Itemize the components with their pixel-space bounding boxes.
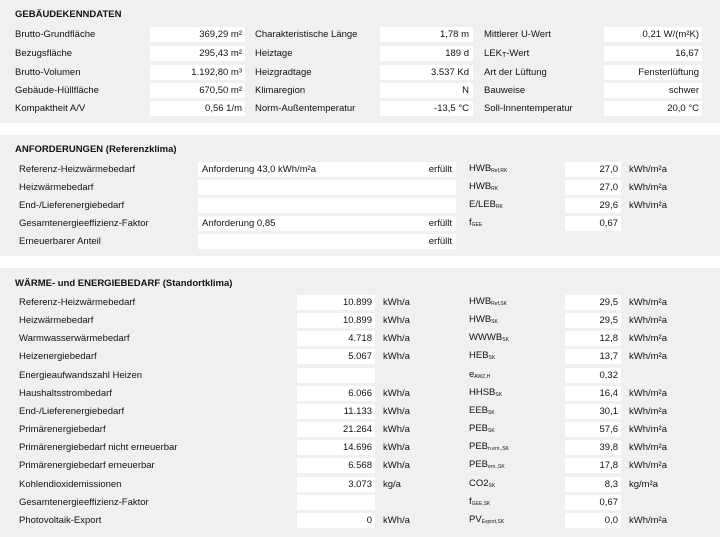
geb-c3-label: Bauweise bbox=[484, 85, 526, 96]
anf-unit: kWh/m²a bbox=[629, 182, 667, 193]
waerme-symbol-main: CO2 bbox=[469, 478, 489, 489]
waerme-specific-unit: kWh/m²a bbox=[629, 442, 667, 453]
lek-label-rest: -Wert bbox=[506, 48, 530, 59]
geb-c2-value: 1,78 m bbox=[439, 29, 469, 40]
waerme-symbol-sub: SK bbox=[502, 337, 509, 343]
waerme-unit: kWh/a bbox=[383, 424, 410, 435]
waerme-unit: kWh/a bbox=[383, 388, 410, 399]
anf-value: 0,67 bbox=[599, 218, 618, 229]
waerme-symbol-sub: Ref,SK bbox=[491, 301, 508, 307]
anf-symbol-sub: RK bbox=[491, 186, 499, 192]
waerme-symbol-main: PEB bbox=[469, 423, 489, 434]
waerme-row-label: Kohlendioxidemissionen bbox=[19, 479, 122, 490]
waerme-symbol-sub: SK bbox=[488, 483, 496, 489]
waerme-specific-value: 0,0 bbox=[604, 515, 618, 526]
waerme-row-label: Referenz-Heizwärmebedarf bbox=[19, 297, 136, 308]
geb-c1-label: Brutto-Grundfläche bbox=[15, 29, 96, 40]
anf-symbol-sub: Ref,RK bbox=[491, 168, 508, 174]
anf-row-label: Erneuerbarer Anteil bbox=[19, 236, 101, 247]
waerme-symbol-main: HWB bbox=[469, 314, 492, 325]
geb-c1-value: 0,56 1/m bbox=[205, 103, 242, 114]
waerme-specific-value: 16,4 bbox=[599, 388, 618, 399]
anf-status: erfüllt bbox=[428, 164, 452, 175]
waerme-specific-value: 12,8 bbox=[599, 333, 618, 344]
geb-c3-value: 16,67 bbox=[675, 48, 699, 59]
waerme-unit: kg/a bbox=[383, 479, 401, 490]
waerme-row-label: Primärenergiebedarf bbox=[19, 424, 106, 435]
waerme-specific-value: 0,32 bbox=[599, 370, 618, 381]
waerme-specific-unit: kWh/m²a bbox=[629, 406, 667, 417]
waerme-value-box bbox=[297, 368, 375, 383]
waerme-specific-unit: kWh/m²a bbox=[629, 388, 667, 399]
waerme-specific-value: 57,6 bbox=[599, 424, 618, 435]
waerme-value: 10.899 bbox=[342, 315, 372, 326]
waerme-row-label: Haushaltsstrombedarf bbox=[19, 388, 112, 399]
anf-symbol bbox=[469, 181, 498, 195]
anf-symbol-main: HWB bbox=[469, 163, 492, 174]
waerme-row-label: End-/Lieferenergiebedarf bbox=[19, 406, 125, 417]
waerme-symbol-sub: ern.,SK bbox=[488, 464, 505, 470]
waerme-symbol bbox=[469, 296, 507, 310]
geb-c1-label: Gebäude-Hüllfläche bbox=[15, 85, 99, 96]
waerme-specific-value: 17,8 bbox=[599, 460, 618, 471]
waerme-symbol-sub: GEE,SK bbox=[471, 501, 491, 507]
waerme-symbol-sub: SK bbox=[488, 355, 496, 361]
waerme-value: 5.067 bbox=[348, 351, 372, 362]
waerme-symbol-sub: Export,SK bbox=[481, 519, 505, 525]
anf-row-label: Referenz-Heizwärmebedarf bbox=[19, 164, 136, 175]
geb-c1-label: Kompaktheit A/V bbox=[15, 103, 86, 114]
waerme-specific-value: 8,3 bbox=[604, 479, 618, 490]
waerme-symbol bbox=[469, 405, 495, 419]
waerme-symbol bbox=[469, 514, 504, 528]
geb-c1-value: 369,29 m² bbox=[199, 29, 242, 40]
waerme-specific-unit: kWh/m²a bbox=[629, 515, 667, 526]
waerme-row-label: Heizwärmebedarf bbox=[19, 315, 94, 326]
waerme-row-label: Primärenergiebedarf erneuerbar bbox=[19, 460, 155, 471]
anf-requirement: Anforderung 43,0 kWh/m²a bbox=[202, 164, 317, 175]
geb-c2-value: -13,5 °C bbox=[434, 103, 469, 114]
waerme-row-label: Gesamtenergieeffizienz-Faktor bbox=[19, 497, 149, 508]
waerme-symbol-main: HWB bbox=[469, 296, 492, 307]
geb-c1-value: 1.192,80 m³ bbox=[191, 67, 242, 78]
waerme-value: 10.899 bbox=[342, 297, 372, 308]
waerme-row-label: Heizenergiebedarf bbox=[19, 351, 97, 362]
anf-requirement-box bbox=[198, 198, 456, 213]
anf-symbol-main: E/LEB bbox=[469, 199, 496, 210]
waerme-symbol-sub: AWZ,H bbox=[474, 374, 491, 380]
anf-row-label: Heizwärmebedarf bbox=[19, 182, 94, 193]
geb-c2-value: N bbox=[462, 85, 469, 96]
waerme-symbol bbox=[469, 387, 502, 401]
waerme-symbol bbox=[469, 369, 490, 383]
waerme-specific-value: 29,5 bbox=[599, 315, 618, 326]
waerme-symbol-main: EEB bbox=[469, 405, 489, 416]
waerme-symbol bbox=[469, 423, 495, 437]
waerme-row-label: Primärenergiebedarf nicht erneuerbar bbox=[19, 442, 178, 453]
waerme-specific-value: 0,67 bbox=[599, 497, 618, 508]
waerme-row-label: Energieaufwandszahl Heizen bbox=[19, 370, 143, 381]
geb-c1-label: Brutto-Volumen bbox=[15, 67, 81, 78]
gebaeudekenndaten-title: GEBÄUDEKENNDATEN bbox=[15, 9, 122, 20]
geb-c2-value: 3.537 Kd bbox=[430, 67, 469, 78]
anf-value: 27,0 bbox=[599, 182, 618, 193]
waerme-symbol bbox=[469, 441, 509, 455]
geb-c3-value: 20,0 °C bbox=[667, 103, 699, 114]
waerme-symbol-sub: SK bbox=[488, 428, 495, 434]
waerme-value: 21.264 bbox=[342, 424, 372, 435]
geb-c2-label: Heizgradtage bbox=[255, 67, 312, 78]
waerme-value: 14.696 bbox=[342, 442, 372, 453]
anf-row-label: Gesamtenergieeffizienz-Faktor bbox=[19, 218, 149, 229]
waerme-specific-value: 30,1 bbox=[599, 406, 618, 417]
anf-unit: kWh/m²a bbox=[629, 200, 667, 211]
waerme-value: 11.133 bbox=[343, 406, 372, 417]
waerme-energie-title: WÄRME- und ENERGIEBEDARF (Standortklima) bbox=[15, 278, 233, 289]
waerme-unit: kWh/a bbox=[383, 315, 410, 326]
anf-symbol bbox=[469, 163, 507, 177]
geb-c1-label: Bezugsfläche bbox=[15, 48, 73, 59]
waerme-unit: kWh/a bbox=[383, 333, 410, 344]
anf-row-label: End-/Lieferenergiebedarf bbox=[19, 200, 125, 211]
waerme-specific-unit: kWh/m²a bbox=[629, 315, 667, 326]
waerme-symbol-main: e bbox=[469, 369, 475, 380]
waerme-symbol-main: f bbox=[469, 496, 472, 507]
waerme-specific-unit: kWh/m²a bbox=[629, 333, 667, 344]
waerme-value: 3.073 bbox=[348, 479, 372, 490]
waerme-symbol bbox=[469, 478, 495, 492]
waerme-specific-unit: kWh/m²a bbox=[629, 297, 667, 308]
waerme-symbol-main: PEB bbox=[469, 441, 489, 452]
waerme-unit: kWh/a bbox=[383, 406, 410, 417]
geb-c3-label: Soll-Innentemperatur bbox=[484, 103, 573, 114]
geb-c2-label: Heiztage bbox=[255, 48, 293, 59]
geb-c2-label: Klimaregion bbox=[255, 85, 306, 96]
waerme-unit: kWh/a bbox=[383, 460, 410, 471]
anf-symbol bbox=[469, 217, 482, 231]
geb-c2-label: Norm-Außentemperatur bbox=[255, 103, 356, 114]
waerme-symbol bbox=[469, 314, 498, 328]
waerme-value: 0 bbox=[366, 515, 372, 526]
waerme-symbol-main: HHSB bbox=[469, 387, 496, 398]
waerme-symbol bbox=[469, 496, 490, 510]
waerme-symbol-sub: SK bbox=[495, 392, 503, 398]
waerme-symbol-main: PV bbox=[469, 514, 482, 525]
anf-symbol-sub: RK bbox=[495, 204, 503, 210]
anf-requirement: Anforderung 0,85 bbox=[202, 218, 276, 229]
geb-c2-value: 189 d bbox=[445, 48, 469, 59]
waerme-specific-unit: kWh/m²a bbox=[629, 460, 667, 471]
lek-label-sub: T bbox=[501, 52, 507, 59]
anf-value: 27,0 bbox=[599, 164, 618, 175]
anf-requirement-box bbox=[198, 180, 456, 195]
geb-c3-label: Art der Lüftung bbox=[484, 67, 547, 78]
waerme-symbol bbox=[469, 332, 509, 346]
waerme-symbol bbox=[469, 459, 505, 473]
waerme-specific-value: 39,8 bbox=[599, 442, 618, 453]
waerme-specific-value: 13,7 bbox=[599, 351, 618, 362]
waerme-unit: kWh/a bbox=[383, 515, 410, 526]
waerme-symbol-sub: SK bbox=[488, 410, 495, 416]
geb-c3-label bbox=[484, 48, 529, 62]
waerme-symbol-main: HEB bbox=[469, 350, 489, 361]
anf-status: erfüllt bbox=[428, 218, 452, 229]
waerme-specific-value: 29,5 bbox=[599, 297, 618, 308]
anf-unit: kWh/m²a bbox=[629, 164, 667, 175]
waerme-symbol-main: PEB bbox=[469, 459, 489, 470]
waerme-specific-unit: kg/m²a bbox=[629, 479, 659, 490]
anf-symbol-main: HWB bbox=[469, 181, 492, 192]
waerme-unit: kWh/a bbox=[383, 351, 410, 362]
anf-symbol-sub: GEE bbox=[471, 222, 483, 228]
geb-c3-label: Mittlerer U-Wert bbox=[484, 29, 551, 40]
geb-c1-value: 295,43 m² bbox=[199, 48, 242, 59]
anf-symbol bbox=[469, 199, 503, 213]
waerme-row-label: Photovoltaik-Export bbox=[19, 515, 102, 526]
anforderungen-title: ANFORDERUNGEN (Referenzklima) bbox=[15, 144, 177, 155]
waerme-symbol-sub: n.ern.,SK bbox=[488, 446, 509, 452]
lek-label-main: LEK bbox=[484, 48, 502, 59]
anf-symbol-main: f bbox=[469, 217, 472, 228]
waerme-value-box bbox=[297, 495, 375, 510]
waerme-row-label: Warmwasserwärmebedarf bbox=[19, 333, 130, 344]
geb-c3-value: schwer bbox=[668, 85, 699, 96]
waerme-value: 6.066 bbox=[348, 388, 372, 399]
waerme-value: 4.718 bbox=[348, 333, 372, 344]
anf-status: erfüllt bbox=[428, 236, 452, 247]
waerme-specific-unit: kWh/m²a bbox=[629, 424, 667, 435]
geb-c3-value: 0,21 W/(m²K) bbox=[642, 29, 699, 40]
anf-value: 29,6 bbox=[599, 200, 618, 211]
waerme-value: 6.568 bbox=[348, 460, 372, 471]
waerme-symbol-sub: SK bbox=[491, 319, 498, 325]
waerme-unit: kWh/a bbox=[383, 442, 410, 453]
waerme-unit: kWh/a bbox=[383, 297, 410, 308]
geb-c1-value: 670,50 m² bbox=[199, 85, 242, 96]
geb-c2-label: Charakteristische Länge bbox=[255, 29, 358, 40]
geb-c3-value: Fensterlüftung bbox=[638, 67, 699, 78]
waerme-symbol bbox=[469, 350, 495, 364]
waerme-symbol-main: WWWB bbox=[469, 332, 503, 343]
waerme-specific-unit: kWh/m²a bbox=[629, 351, 667, 362]
